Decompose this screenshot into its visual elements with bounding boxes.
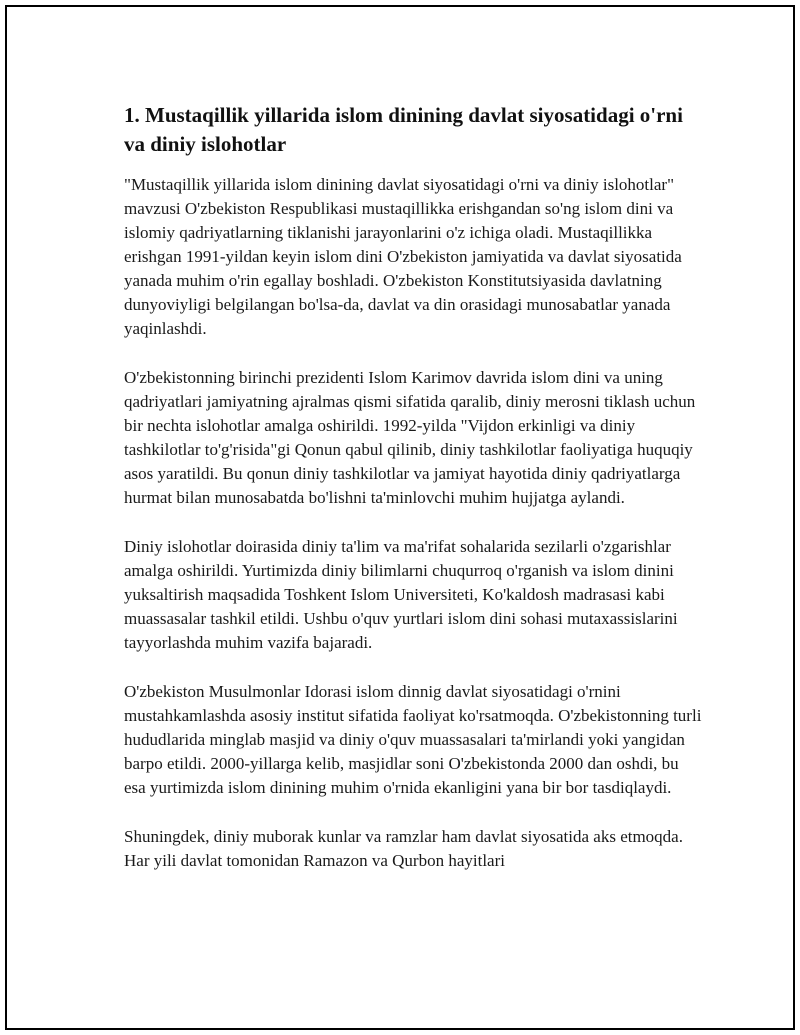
paragraph: O'zbekistonning birinchi prezidenti Islom Karimov davrida islom dini va uning qadriyatlari jamiyatning ajralmas qismi sifatida qaralib, diniy merosni tiklash uchun bir nechta islohotlar amalga oshirildi. 1992-yilda "Vijdon erkinligi va diniy tashkilotlar to'g'risida"gi Qonun qabul qilinib, diniy tashkilotlar faoliyatiga huquqiy asos yaratildi. Bu qonun diniy tashkilotlar va jamiyat hayotida diniy qadriyatlarga hurmat bilan munosabatda bo'lishni ta'minlovchi muhim hujjatga aylandi.: [124, 368, 696, 507]
page-frame: [5, 5, 795, 1030]
document-title: 1. Mustaqillik yillarida islom dinining davlat siyosatidagi o'rni va diniy islohotlar: [124, 103, 683, 156]
paragraph: O'zbekiston Musulmonlar Idorasi islom dinnig davlat siyosatidagi o'rnini mustahkamlashda asosiy institut sifatida faoliyat ko'rsatmoqda. O'zbekistonning turli hududlarida minglab masjid va diniy o'quv muassasalari ta'mirlandi yoki yangidan barpo etildi. 2000-yillarga kelib, masjidlar soni O'zbekistonda 2000 dan oshdi, bu esa yurtimizda islom dinining muhim o'rnida ekanligini yana bir bor tasdiqlaydi.: [124, 682, 702, 797]
paragraph: Shuningdek, diniy muborak kunlar va ramzlar ham davlat siyosatida aks etmoqda. Har yili davlat tomonidan Ramazon va Qurbon hayitlari: [124, 827, 683, 870]
paragraph: "Mustaqillik yillarida islom dinining davlat siyosatidagi o'rni va diniy islohotlar" mavzusi O'zbekiston Respublikasi mustaqillikka erishgandan so'ng islom dini va islomiy qadriyatlarning tiklanishi jarayonlarini o'z ichiga oladi. Mustaqillikka erishgan 1991-yildan keyin islom dini O'zbekiston jamiyatida va davlat siyosatida yanada muhim o'rin egallay boshladi. O'zbekiston Konstitutsiyasida davlatning dunyoviyligi belgilangan bo'lsa-da, davlat va din orasidagi munosabatlar yanada yaqinlashdi.: [124, 175, 682, 338]
paragraph: Diniy islohotlar doirasida diniy ta'lim va ma'rifat sohalarida sezilarli o'zgarishlar amalga oshirildi. Yurtimizda diniy bilimlarni chuqurroq o'rganish va islom dinini yuksaltirish maqsadida Toshkent Islom Universiteti, Ko'kaldosh madrasasi kabi muassasalar tashkil etildi. Ushbu o'quv yurtlari islom dini sohasi mutaxassislarini tayyorlashda muhim vazifa bajaradi.: [124, 537, 678, 652]
document-body: [124, 101, 704, 898]
